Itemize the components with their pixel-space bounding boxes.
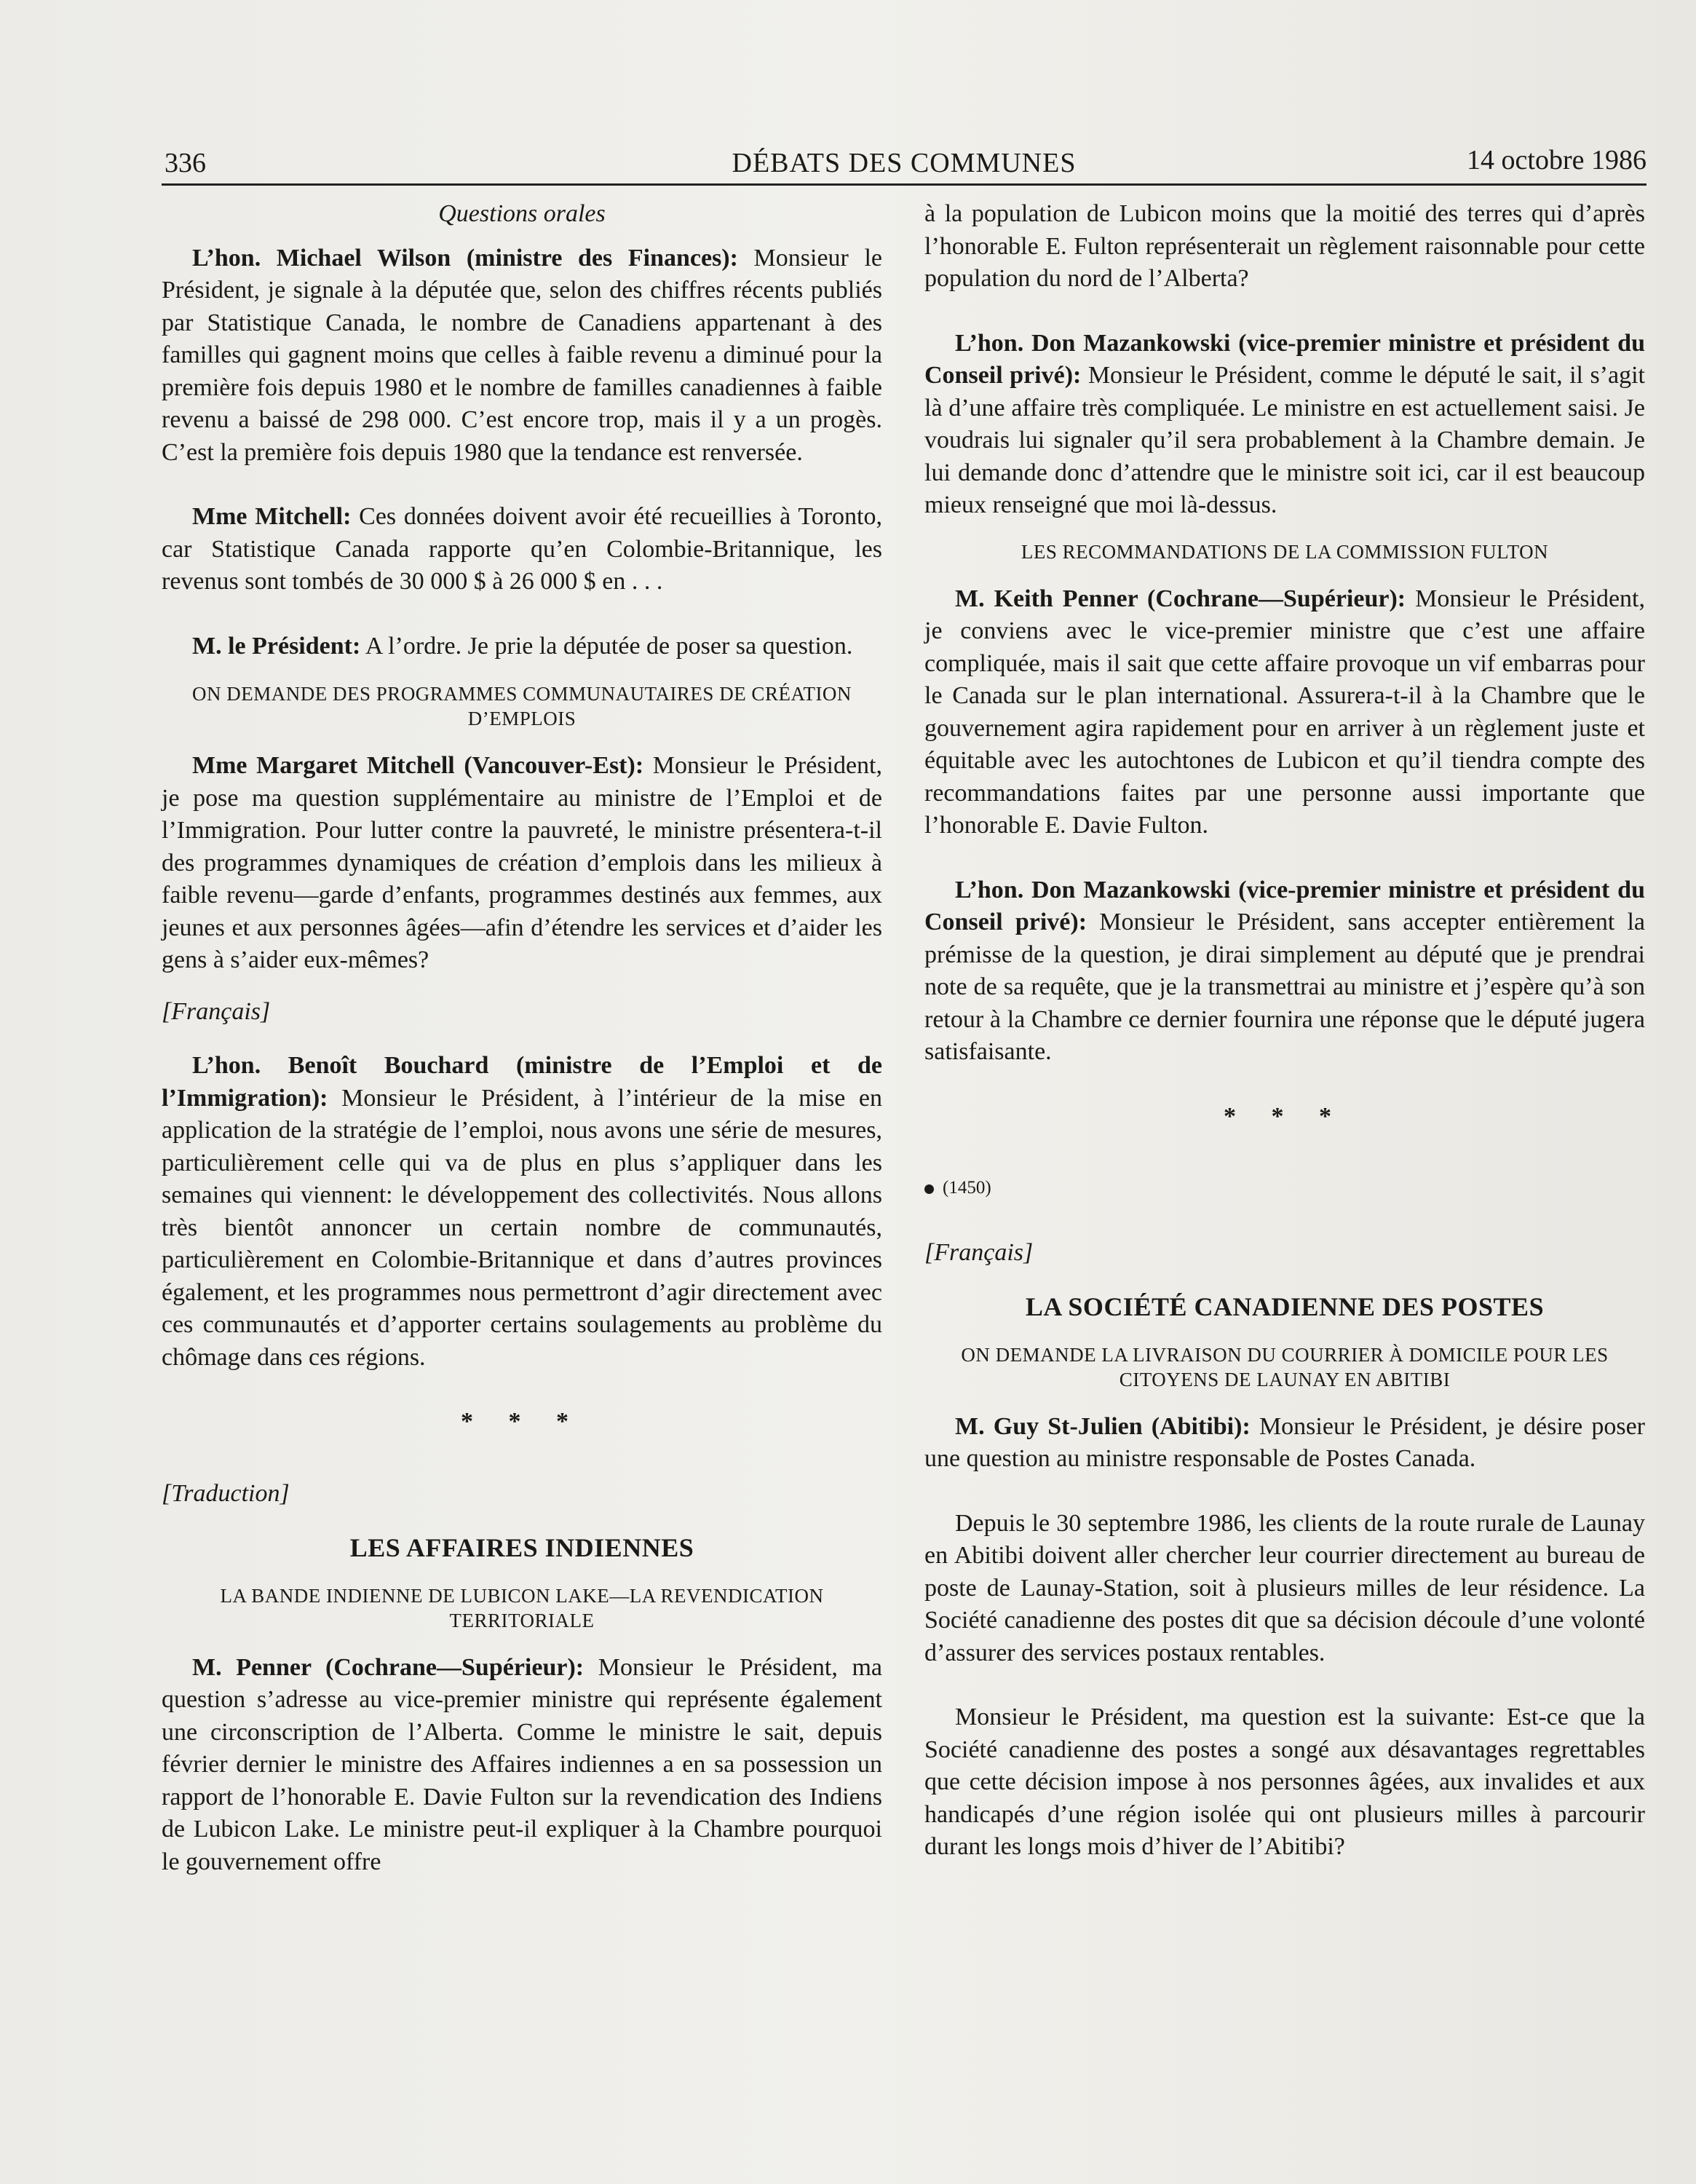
speech-text: A l’ordre. Je prie la députée de poser sa question. — [360, 632, 853, 660]
speech-paragraph — [162, 750, 882, 977]
speaker-name: M. le Président: — [192, 632, 361, 660]
subheading: LA BANDE INDIENNE DE LUBICON LAKE—LA REVENDICATION TERRITORIALE — [220, 1584, 824, 1631]
subheading: LES RECOMMANDATIONS DE LA COMMISSION FULTON — [1021, 540, 1549, 563]
right-column — [924, 198, 1645, 1896]
speech-text: Monsieur le Président, je pose ma question supplémentaire au ministre de l’Emploi et de l’Immigration. Pour lutter contre la pauvreté, le ministre présentera-t-il des programmes dynamiques de création d’emplois dans les milieux à faible revenu—garde d’enfants, programmes destinés aux femmes, aux jeunes et aux personnes âgées—afin d’étendre les services et d’aider les gens à s’aider eux-mêmes? — [162, 752, 882, 973]
page-number: 336 — [165, 148, 206, 178]
speaker-name: Mme Margaret Mitchell (Vancouver-Est): — [192, 752, 644, 779]
speech-text: Monsieur le Président, je désire poser une question au ministre responsable de Postes Canada. — [924, 1412, 1645, 1472]
speech-text: Monsieur le Président, sans accepter entièrement la prémisse de la question, je dirai simplement au député que je prendrai note de sa requête, que je la transmettrai au ministre et j’espère qu’à son retour à la Chambre ce dernier fournira une réponse que le député jugera satisfaisante. — [924, 909, 1645, 1065]
speech-paragraph — [924, 874, 1645, 1069]
speech-paragraph — [924, 1508, 1645, 1670]
section-heading: LES AFFAIRES INDIENNES — [349, 1533, 694, 1562]
left-column — [162, 198, 882, 1910]
speaker-name: L’hon. Michael Wilson (ministre des Finances): — [192, 244, 738, 272]
speech-text: à la population de Lubicon moins que la moitié des terres qui d’après l’honorable E. Fulton représenterait un règlement raisonnable pour cette population du nord de l’Alberta? — [924, 200, 1645, 292]
speech-text: Monsieur le Président, à l’intérieur de la mise en application de la stratégie de l’emploi, nous avons une série de mesures, particulièrement celle qui va de plus en plus s’appliquer dans les semaines qui viennent: le développement des collectivités. Nous allons très bientôt annoncer un certain nombre de communautés, particulièrement en Colombie-Britannique et dans d’autres provinces également, et les programmes nous permettront d’agir directement avec ces communautés et d’apporter certains soulagements au problème du chômage dans ces régions. — [162, 1084, 882, 1371]
speaker-name: L’hon. Benoît Bouchard (ministre de l’Emploi et de l’Immigration): — [162, 1052, 882, 1112]
speech-text: Monsieur le Président, ma question s’adresse au vice-premier ministre qui représente également une circonscription de l’Alberta. Comme le ministre le sait, depuis février dernier le ministre des Affaires indiennes a en sa possession un rapport de l’honorable E. Davie Fulton sur la revendication des Indiens de Lubicon Lake. Le ministre peut-il expliquer à la Chambre pourquoi le gouvernement offre — [162, 1653, 882, 1875]
speech-paragraph — [924, 198, 1645, 296]
speech-text: Monsieur le Président, je conviens avec le vice-premier ministre que c’est une affaire compliquée, mais il sait que cette affaire provoque un vif embarras pour le Canada sur le plan international. Assurera-t-il à la Chambre que le gouvernement agira rapidement pour en arriver à un règlement juste et équitable avec les autochtones de Lubicon et qu’il tiendra compte des recommandations faites par une personne aussi importante que l’honorable E. Davie Fulton. — [924, 585, 1645, 839]
language-marker: [Traduction] — [162, 1479, 290, 1507]
page-header — [162, 140, 1647, 186]
page-date: 14 octobre 1986 — [1467, 145, 1647, 175]
speech-paragraph — [162, 630, 882, 663]
language-marker: [Français] — [162, 997, 271, 1025]
speech-paragraph — [924, 1411, 1645, 1476]
speech-paragraph — [924, 328, 1645, 522]
subheading: ON DEMANDE LA LIVRAISON DU COURRIER À DOMICILE POUR LES CITOYENS DE LAUNAY EN ABITIBI — [961, 1343, 1609, 1390]
speaker-name: M. Keith Penner (Cochrane—Supérieur): — [955, 585, 1406, 612]
speech-text: Depuis le 30 septembre 1986, les clients de la route rurale de Launay en Abitibi doivent aller chercher leur courrier directement au bureau de poste de Launay-Station, soit à plusieurs milles de leur résidence. La Société canadienne des postes dit que sa décision découle d’une volonté d’assurer des services postaux rentables. — [924, 1509, 1645, 1666]
speech-text: Monsieur le Président, comme le député le sait, il s’agit là d’une affaire très compliquée. Le ministre en est actuellement saisi. Je voudrais lui signaler qu’il sera probablement à la Chambre demain. Je lui demande donc d’attendre que le ministre soit ici, car il est beaucoup mieux renseigné que moi là-dessus. — [924, 362, 1645, 518]
speaker-name: M. Penner (Cochrane—Supérieur): — [192, 1653, 585, 1681]
section-heading: LA SOCIÉTÉ CANADIENNE DES POSTES — [1025, 1292, 1545, 1321]
section-separator: * * * — [461, 1408, 583, 1435]
language-marker: [Français] — [924, 1238, 1034, 1266]
speaker-name: Mme Mitchell: — [192, 503, 352, 530]
speech-text: Ces données doivent avoir été recueillies à Toronto, car Statistique Canada rapporte qu’en Colombie-Britannique, les revenus sont tombés de 30 000 $ à 26 000 $ en . . . — [162, 503, 882, 595]
speech-paragraph — [162, 242, 882, 470]
subheading: ON DEMANDE DES PROGRAMMES COMMUNAUTAIRES DE CRÉATION D’EMPLOIS — [192, 683, 852, 729]
time-stamp — [924, 1172, 1645, 1205]
speaker-name: L’hon. Don Mazankowski (vice-premier ministre et président du Conseil privé): — [924, 329, 1645, 389]
speaker-name: L’hon. Don Mazankowski (vice-premier ministre et président du Conseil privé): — [924, 876, 1645, 935]
speaker-name: M. Guy St-Julien (Abitibi): — [955, 1412, 1251, 1440]
section-separator: * * * — [1224, 1102, 1346, 1130]
speech-paragraph — [924, 583, 1645, 842]
speech-paragraph — [162, 1652, 882, 1879]
speech-paragraph — [162, 1050, 882, 1374]
bullet-icon — [924, 1184, 934, 1194]
section-label: Questions orales — [438, 200, 606, 227]
speech-paragraph — [924, 1701, 1645, 1864]
publication-title: DÉBATS DES COMMUNES — [732, 148, 1077, 178]
speech-paragraph — [162, 501, 882, 598]
speech-text: Monsieur le Président, ma question est la suivante: Est-ce que la Société canadienne des postes a songé aux désavantages regrettables que cette décision impose à nos personnes âgées, aux invalides et aux handicapés d’une région isolée qui ont plusieurs milles à parcourir durant les longs mois d’hiver de l’Abitibi? — [924, 1704, 1645, 1860]
speech-text: Monsieur le Président, je signale à la députée que, selon des chiffres récents publiés par Statistique Canada, le nombre de Canadiens appartenant à des familles qui gagnent moins que celles à faible revenu a diminué pour la première fois depuis 1980 et le nombre de familles canadiennes à faible revenu a baissé de 298 000. C’est encore trop, mais il y a un progès. C’est la première fois depuis 1980 que la tendance est renversée. — [162, 244, 883, 466]
time-text: (1450) — [943, 1178, 991, 1198]
